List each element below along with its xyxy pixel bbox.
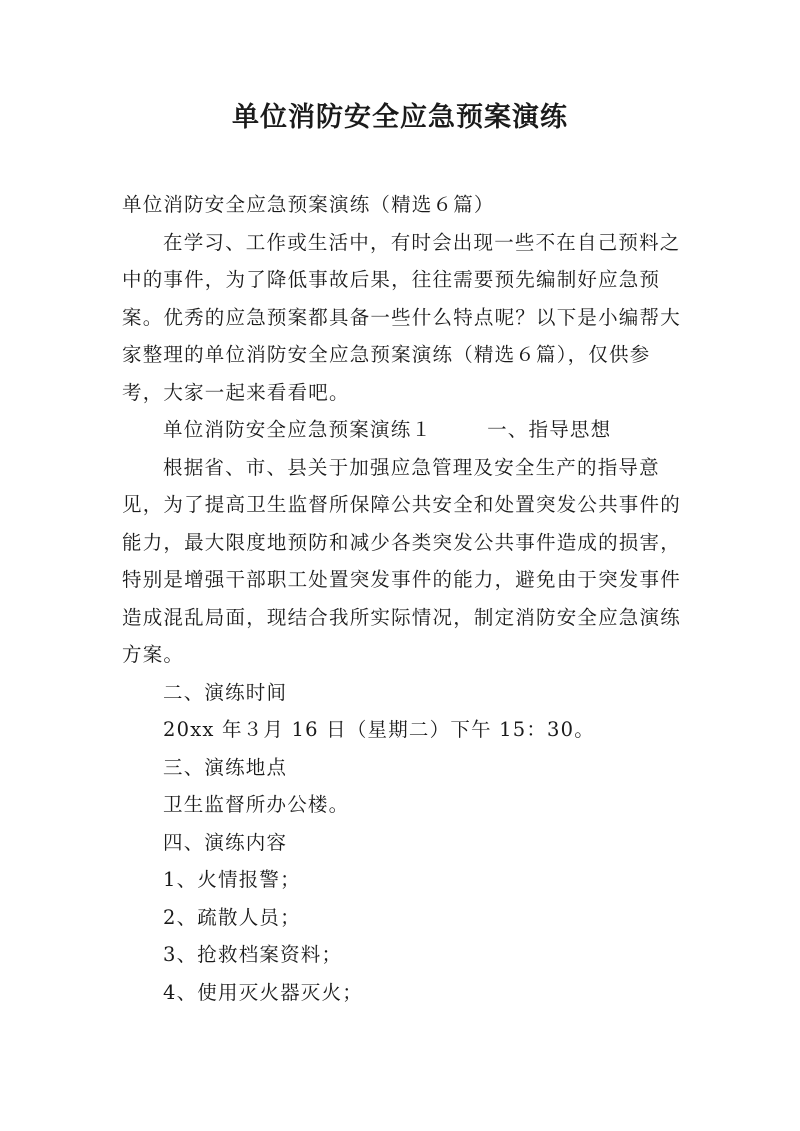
heading-drill-location: 三、演练地点 [163, 755, 288, 779]
heading-drill-content: 四、演练内容 [163, 830, 288, 854]
list-item: 4、使用灭火器灭火； [163, 980, 363, 1004]
guiding-ideology-paragraph: 根据省、市、县关于加强应急管理及安全生产的指导意见，为了提高卫生监督所保障公共安全和处置突发公共事件的能力，最大限度地预防和减少各类突发公共事件造成的损害，特别是增强干部职工处置突发事件的能力，避免由于突发事件造成混乱局面，现结合我所实际情况，制定消防安全应急演练方案。 [122, 455, 681, 666]
heading-drill-time: 二、演练时间 [163, 680, 288, 704]
list-item: 3、抢救档案资料； [163, 943, 343, 966]
drill-time-value: 20xx 年３月 16 日（星期二）下午 15：30。 [163, 718, 595, 741]
section-1-title: 单位消防安全应急预案演练１ [163, 418, 433, 441]
section-1-line [122, 411, 682, 449]
drill-location-value: 卫生监督所办公楼。 [163, 793, 350, 816]
heading-guiding-ideology: 一、指导思想 [487, 418, 612, 441]
intro-paragraph: 在学习、工作或生活中，有时会出现一些不在自己预料之中的事件，为了降低事故后果，往往需要预先编制好应急预案。优秀的应急预案都具备一些什么特点呢？以下是小编帮大家整理的单位消防安全应急预案演练（精选６篇），仅供参考，大家一起来看看吧。 [122, 230, 681, 404]
document-body [122, 186, 682, 1011]
document-subtitle: 单位消防安全应急预案演练（精选６篇） [122, 193, 495, 216]
document-title: 单位消防安全应急预案演练 [232, 102, 568, 133]
list-item: 1、火情报警； [163, 868, 301, 891]
list-item: 2、疏散人员； [163, 905, 301, 929]
